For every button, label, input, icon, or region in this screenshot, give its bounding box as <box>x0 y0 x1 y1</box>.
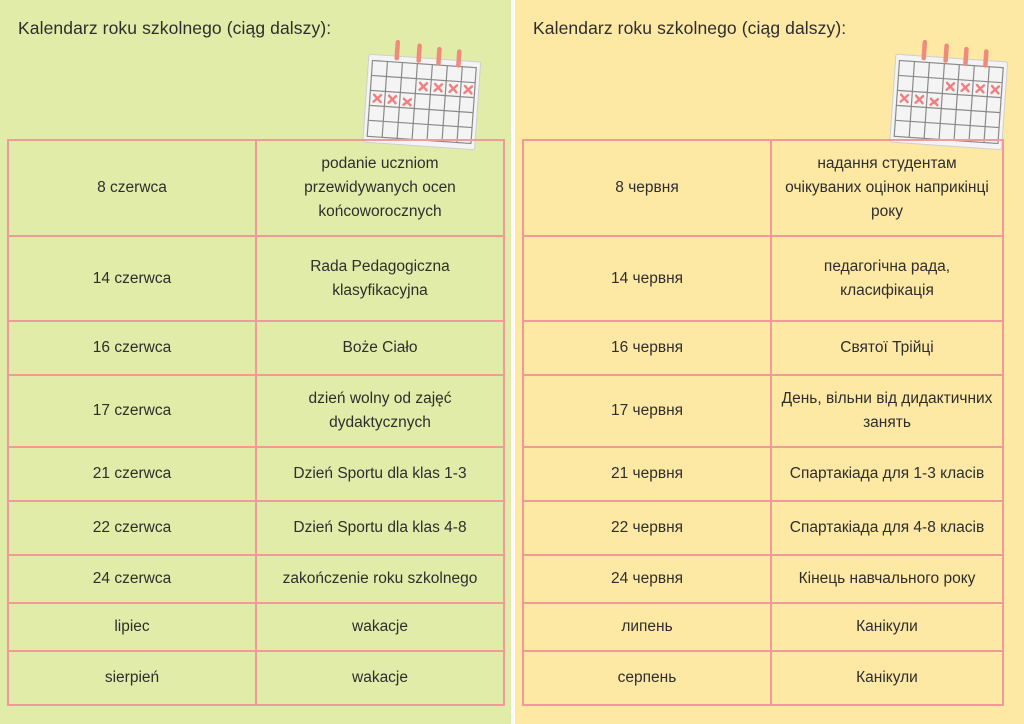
table-row <box>523 555 1003 603</box>
table-row <box>523 375 1003 447</box>
event-cell: Dzień Sportu dla klas 1-3 <box>256 447 504 501</box>
table-row <box>8 140 504 236</box>
table-row <box>8 603 504 651</box>
event-cell: Rada Pedagogiczna klasyfikacyjna <box>256 236 504 321</box>
event-cell: Канікули <box>771 651 1003 705</box>
date-cell: 17 червня <box>523 375 771 447</box>
event-cell: надання студентам очікуваних оцінок наприкінці року <box>771 140 1003 236</box>
right-panel <box>515 0 1024 724</box>
table-row <box>523 447 1003 501</box>
date-cell: липень <box>523 603 771 651</box>
event-cell: Спартакіада для 1-3 класів <box>771 447 1003 501</box>
date-cell: 22 червня <box>523 501 771 555</box>
schedule-table <box>522 139 1004 706</box>
table-row <box>8 375 504 447</box>
date-cell: 21 червня <box>523 447 771 501</box>
date-cell: 21 czerwca <box>8 447 256 501</box>
date-cell: 24 червня <box>523 555 771 603</box>
event-cell: Святої Трійці <box>771 321 1003 375</box>
event-cell: podanie uczniom przewidywanych ocen końcoworocznych <box>256 140 504 236</box>
event-cell: wakacje <box>256 651 504 705</box>
table-row <box>523 651 1003 705</box>
table-row <box>8 651 504 705</box>
date-cell: 17 czerwca <box>8 375 256 447</box>
date-cell: sierpień <box>8 651 256 705</box>
event-cell: День, вільни від дидактичних занять <box>771 375 1003 447</box>
table-row <box>523 236 1003 321</box>
page-title: Kalendarz roku szkolnego (ciąg dalszy): <box>533 18 847 38</box>
event-cell: dzień wolny od zajęć dydaktycznych <box>256 375 504 447</box>
date-cell: 14 червня <box>523 236 771 321</box>
event-cell: педагогічна рада, класифікація <box>771 236 1003 321</box>
table-row <box>523 603 1003 651</box>
table-row <box>523 501 1003 555</box>
left-panel <box>0 0 511 724</box>
event-cell: Dzień Sportu dla klas 4-8 <box>256 501 504 555</box>
event-cell: Спартакіада для 4-8 класів <box>771 501 1003 555</box>
schedule-table <box>7 139 505 706</box>
event-cell: wakacje <box>256 603 504 651</box>
table-row <box>523 140 1003 236</box>
table-row <box>8 501 504 555</box>
date-cell: 8 czerwca <box>8 140 256 236</box>
date-cell: 22 czerwca <box>8 501 256 555</box>
date-cell: 8 червня <box>523 140 771 236</box>
event-cell: Канікули <box>771 603 1003 651</box>
table-row <box>8 236 504 321</box>
table-row <box>8 555 504 603</box>
event-cell: zakończenie roku szkolnego <box>256 555 504 603</box>
event-cell: Кінець навчального року <box>771 555 1003 603</box>
table-row <box>523 321 1003 375</box>
date-cell: lipiec <box>8 603 256 651</box>
date-cell: 16 червня <box>523 321 771 375</box>
date-cell: 16 czerwca <box>8 321 256 375</box>
table-row <box>8 447 504 501</box>
page-title: Kalendarz roku szkolnego (ciąg dalszy): <box>18 18 332 38</box>
event-cell: Boże Ciało <box>256 321 504 375</box>
date-cell: 24 czerwca <box>8 555 256 603</box>
date-cell: 14 czerwca <box>8 236 256 321</box>
date-cell: серпень <box>523 651 771 705</box>
table-row <box>8 321 504 375</box>
